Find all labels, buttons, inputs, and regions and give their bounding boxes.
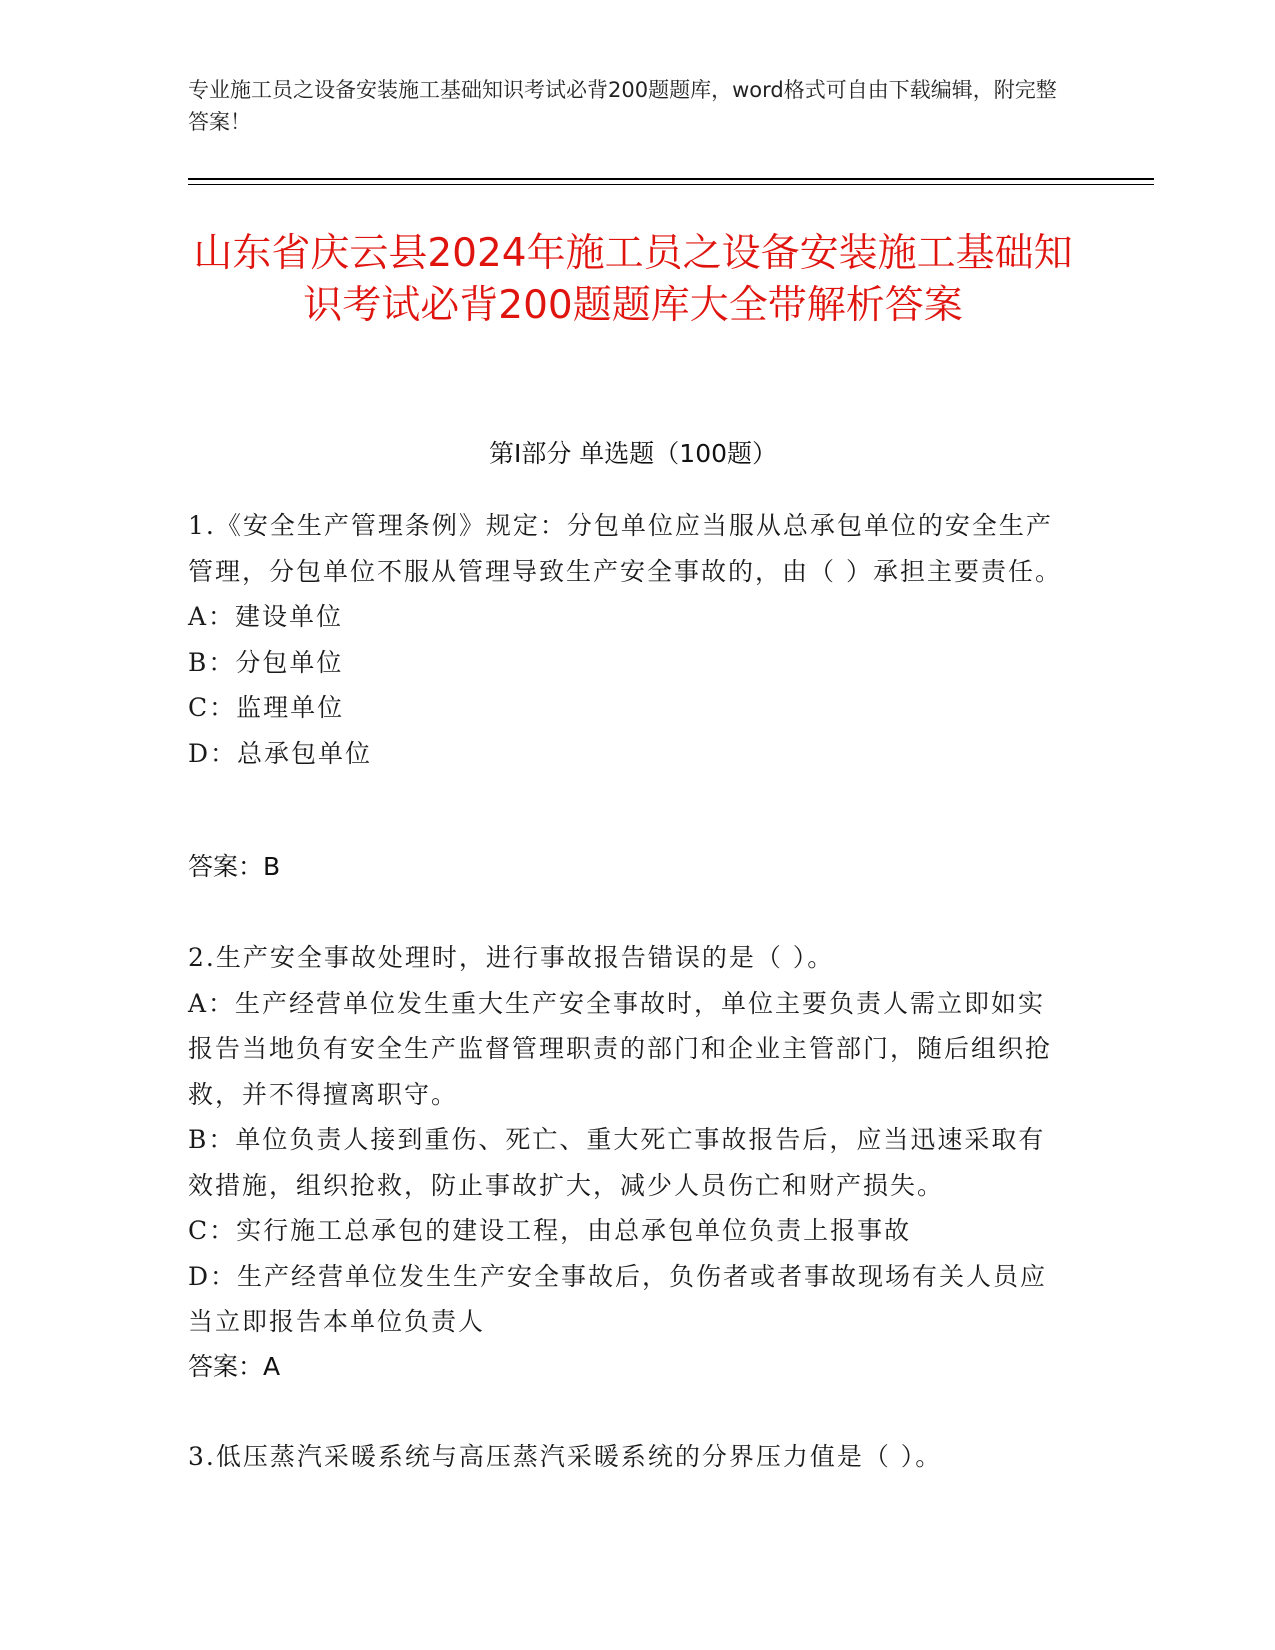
question-2-option-a: A：生产经营单位发生重大生产安全事故时，单位主要负责人需立即如实报告当地负有安全生产监督管理职责的部门和企业主管部门，随后组织抢救，并不得擅离职守。 [188,988,1053,1109]
question-2-answer: 答案：A [188,1352,281,1381]
question-1-option-c: C：监理单位 [188,693,345,722]
question-1-answer: 答案：B [188,852,281,881]
question-1 [188,503,1068,776]
question-1-option-a: A：建设单位 [188,602,344,631]
question-1-option-d: D：总承包单位 [188,738,373,768]
header-rule-thick [188,178,1154,180]
header-rule-thin [188,184,1154,185]
question-2-stem: 2.生产安全事故处理时，进行事故报告错误的是（ ）。 [188,943,835,972]
question-2-option-d: D：生产经营单位发生生产安全事故后，负伤者或者事故现场有关人员应当立即报告本单位负责人 [188,1261,1048,1336]
header-note: 专业施工员之设备安装施工基础知识考试必背200题题库，word格式可自由下载编辑，附完整答案！ [188,78,1057,134]
question-1-stem: 1.《安全生产管理条例》规定：分包单位应当服从总承包单位的安全生产管理，分包单位不服从管理导致生产安全事故的，由（ ）承担主要责任。 [188,511,1062,586]
question-1-option-b: B：分包单位 [188,647,344,677]
question-2-option-c: C：实行施工总承包的建设工程，由总承包单位负责上报事故 [188,1216,912,1245]
question-3 [188,1434,1068,1480]
question-3-stem: 3.低压蒸汽采暖系统与高压蒸汽采暖系统的分界压力值是（ ）。 [188,1442,943,1471]
question-2 [188,935,1068,1345]
document-title: 山东省庆云县2024年施工员之设备安装施工基础知识考试必背200题题库大全带解析答案 [193,231,1073,328]
section-title: 第Ⅰ部分 单选题（100题） [488,439,778,468]
question-2-option-b: B：单位负责人接到重伤、死亡、重大死亡事故报告后，应当迅速采取有效措施，组织抢救，防止事故扩大，减少人员伤亡和财产损失。 [188,1125,1046,1200]
